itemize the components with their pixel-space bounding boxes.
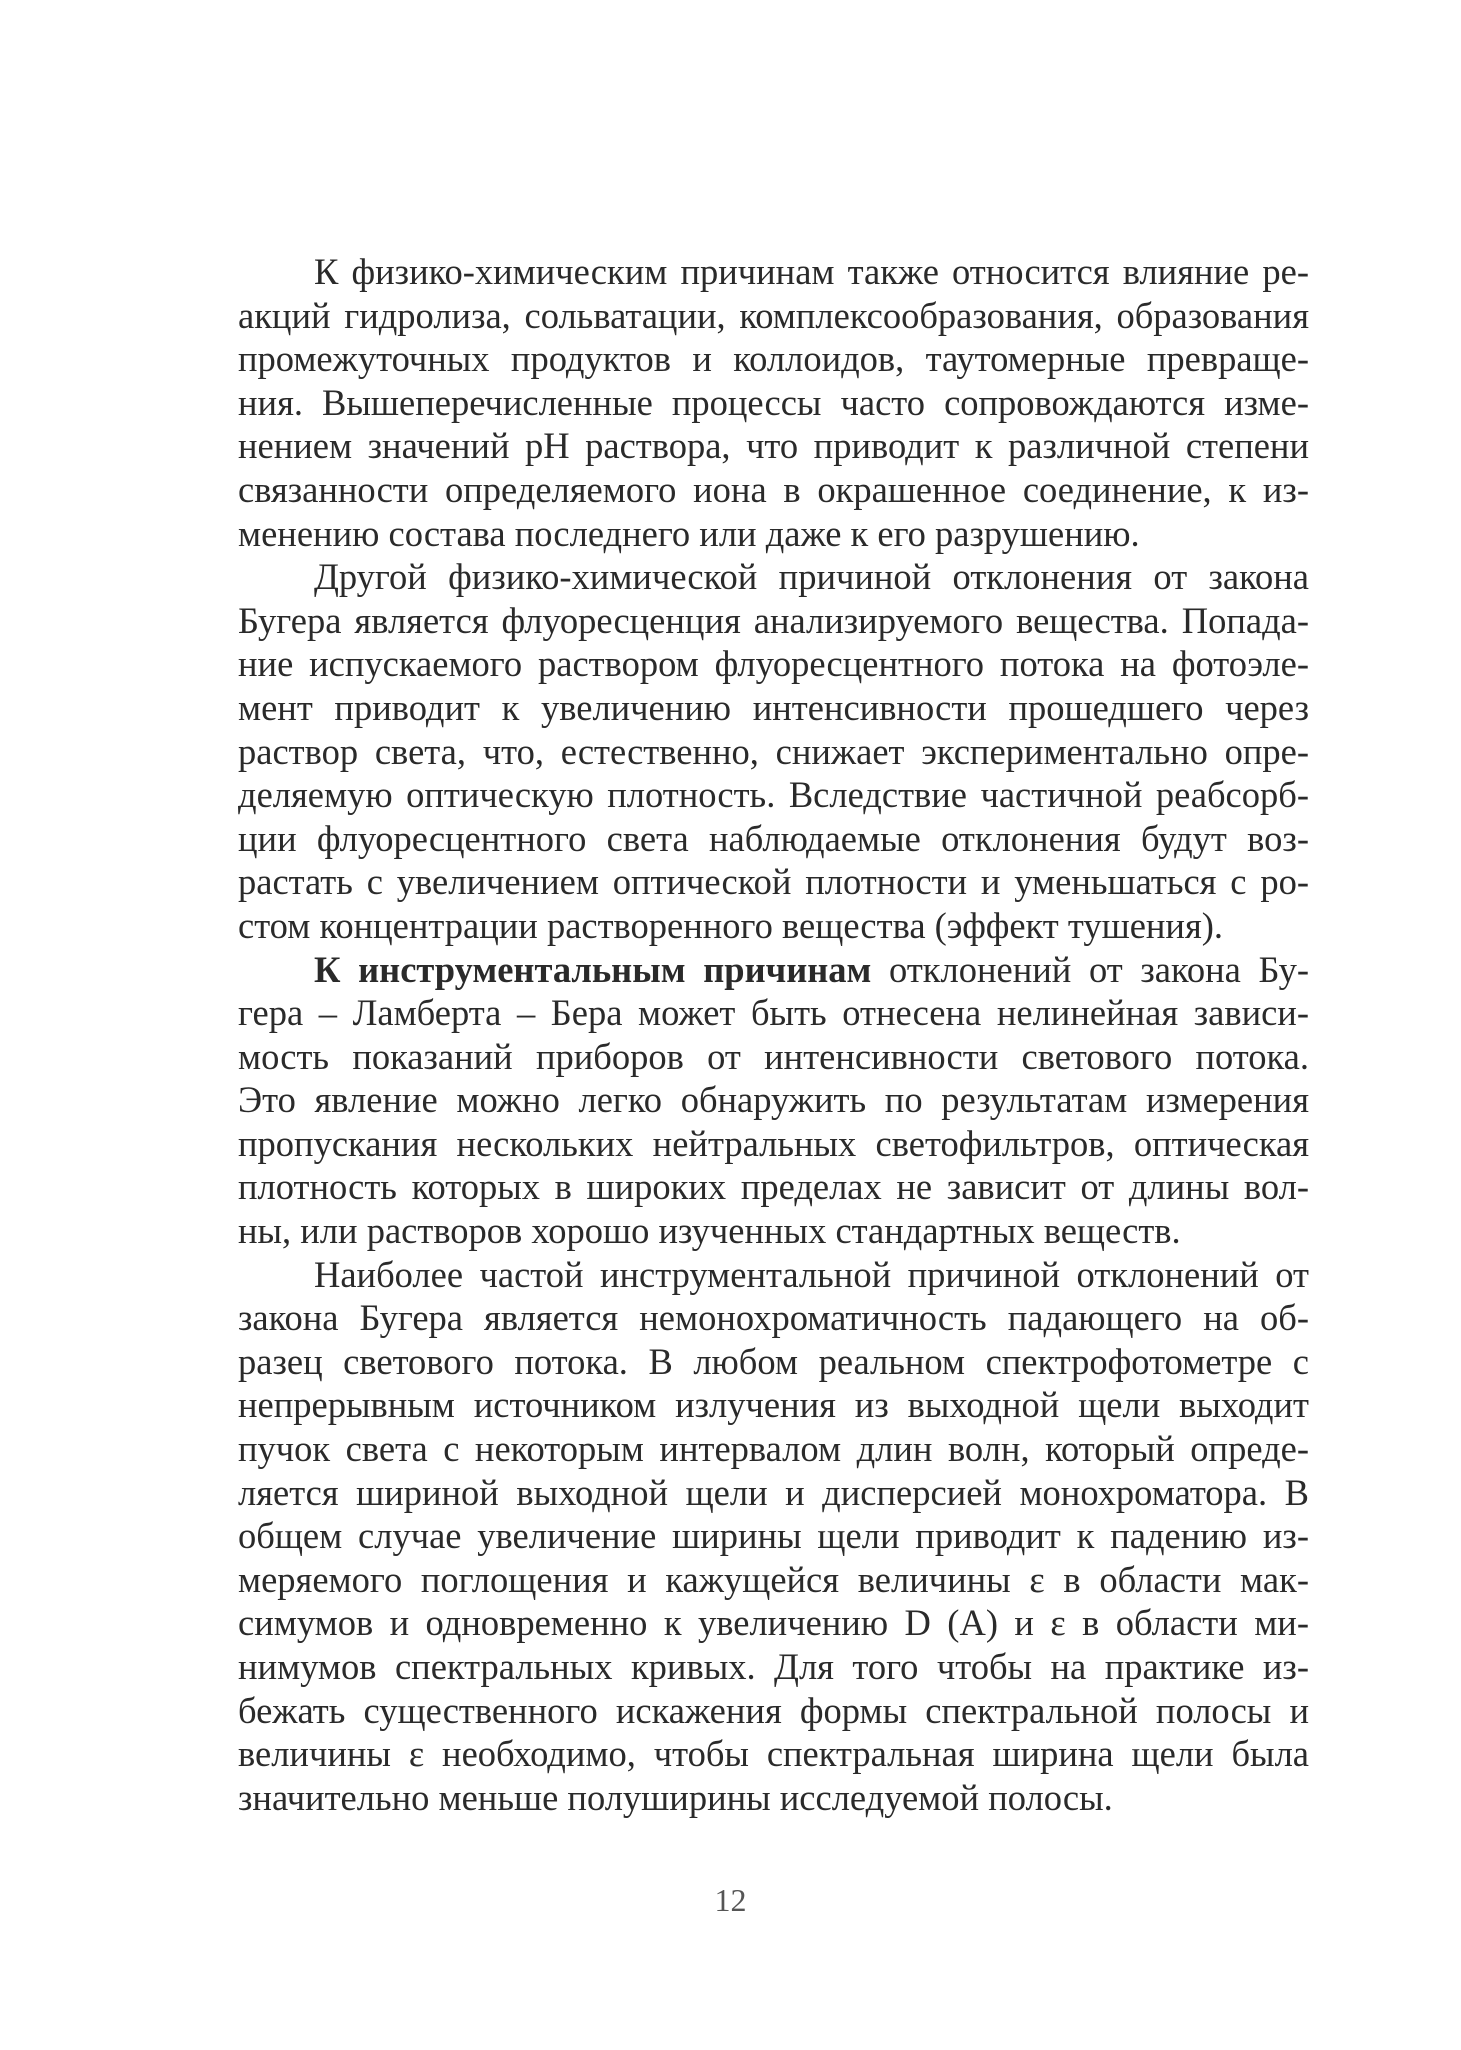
text-line: Это явление можно легко обнаружить по результатам измерения: [238, 1079, 1309, 1121]
text-line: [238, 948, 1309, 992]
text-line: ции флуоресцентного света наблюдаемые отклонения будут воз-: [238, 817, 1309, 859]
page-body: [238, 250, 1309, 1819]
text-line: раствор света, что, естественно, снижает экспериментально опре-: [238, 730, 1309, 772]
text-line: ние испускаемого раствором флуоресцентного потока на фотоэле-: [238, 643, 1309, 685]
page-number: 12: [714, 1882, 747, 1918]
text-line: непрерывным источником излучения из выходной щели выходит: [238, 1384, 1309, 1426]
text-line: разец светового потока. В любом реальном спектрофотометре с: [238, 1340, 1309, 1382]
text-line: промежуточных продуктов и коллоидов, таутомерные превраще-: [238, 338, 1309, 380]
text-line: бежать существенного искажения формы спектральной полосы и: [238, 1689, 1309, 1731]
text-line: величины ε необходимо, чтобы спектральная ширина щели была: [238, 1733, 1309, 1775]
text-line: нимумов спектральных кривых. Для того чтобы на практике из-: [238, 1646, 1309, 1687]
paragraph-instrumental-causes: [238, 948, 1309, 1253]
text-line: пучок света с некоторым интервалом длин волн, который опреде-: [238, 1428, 1309, 1470]
text-line: симумов и одновременно к увеличению D (A) и ε в области ми-: [238, 1602, 1309, 1644]
paragraph-nonmonochromaticity: [238, 1253, 1309, 1820]
paragraph-fluorescence: [238, 555, 1309, 947]
text-line: Другой физико-химической причиной отклонения от закона: [314, 556, 1309, 598]
text-line: Наиболее частой инструментальной причиной отклонений от: [314, 1253, 1309, 1295]
text-line: К физико-химическим причинам также относится влияние ре-: [314, 251, 1309, 292]
text-line: Бугера является флуоресценция анализируемого вещества. Попада-: [238, 599, 1309, 641]
text-line: гера – Ламберта – Бера может быть отнесена нелинейная зависи-: [238, 992, 1309, 1034]
text-line: стом концентрации растворенного вещества (эффект тушения).: [238, 904, 1224, 946]
text-line: мент приводит к увеличению интенсивности прошедшего через: [238, 686, 1309, 728]
text-line: ния. Вышеперечисленные процессы часто сопровождаются изме-: [238, 381, 1309, 423]
text-line: растать с увеличением оптической плотности и уменьшаться с ро-: [238, 861, 1309, 903]
text-line: пропускания нескольких нейтральных светофильтров, оптическая: [238, 1122, 1309, 1164]
text-line: значительно меньше полуширины исследуемой полосы.: [238, 1776, 1113, 1818]
text-line: нением значений pH раствора, что приводит к различной степени: [238, 425, 1309, 467]
bold-lead-phrase: К инструментальным причинам: [314, 948, 872, 990]
text-line: менению состава последнего или даже к его разрушению.: [238, 512, 1140, 554]
text-line: деляемую оптическую плотность. Вследствие частичной реабсорб-: [238, 774, 1309, 816]
text-line: связанности определяемого иона в окрашенное соединение, к из-: [238, 468, 1309, 510]
text-line: акций гидролиза, сольватации, комплексообразования, образования: [238, 294, 1309, 336]
text-line: общем случае увеличение ширины щели приводит к падению из-: [238, 1515, 1309, 1557]
text-line: ляется шириной выходной щели и дисперсией монохроматора. В: [238, 1471, 1309, 1513]
text-line: меряемого поглощения и кажущейся величины ε в области мак-: [238, 1558, 1309, 1600]
paragraph-physicochemical-causes: [238, 250, 1309, 555]
text-line: мость показаний приборов от интенсивности светового потока.: [238, 1035, 1309, 1077]
text-line: ны, или растворов хорошо изученных стандартных веществ.: [238, 1210, 1181, 1252]
text-line: закона Бугера является немонохроматичность падающего на об-: [238, 1297, 1309, 1339]
text-line: плотность которых в широких пределах не зависит от длины вол-: [238, 1166, 1309, 1208]
first-line-rest: отклонений от закона Бу-: [871, 948, 1309, 990]
